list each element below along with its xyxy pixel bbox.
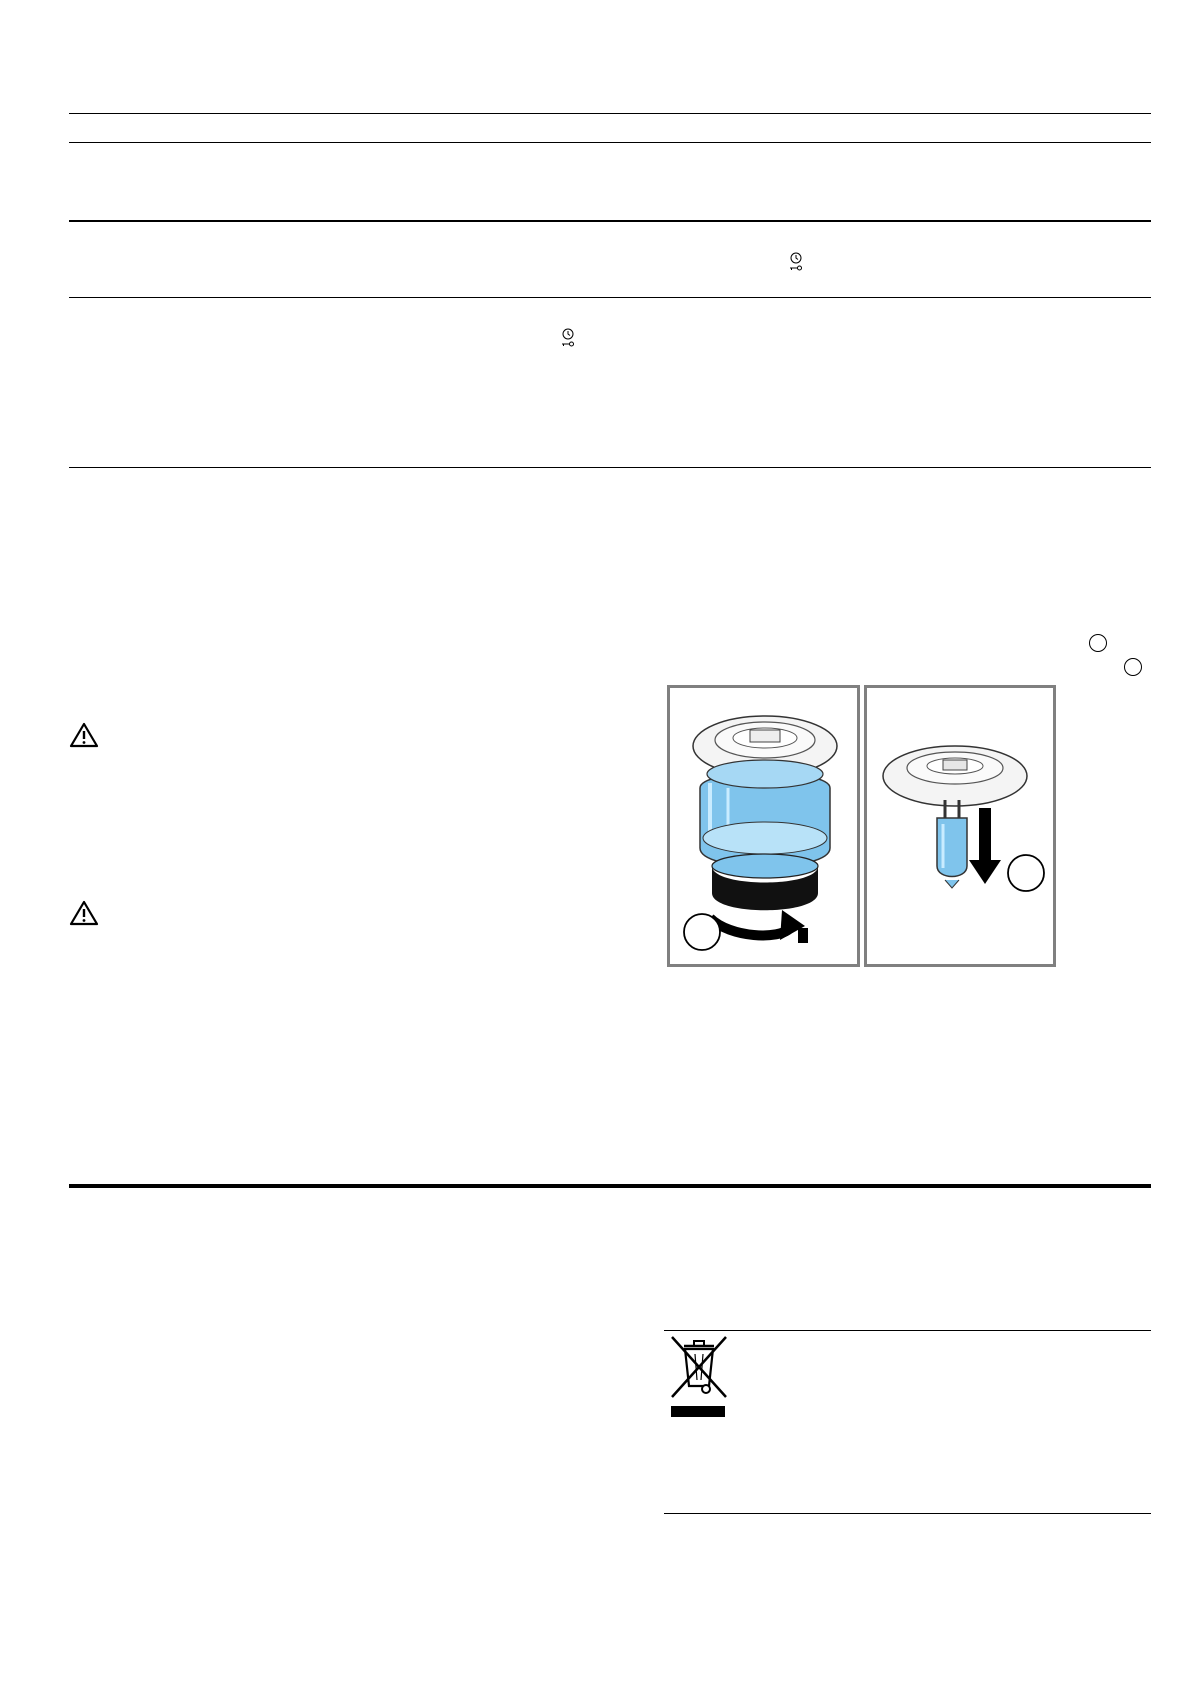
illustration-remove-bulb	[864, 685, 1056, 967]
table-top-rule	[69, 113, 1151, 114]
clock-key-icon	[561, 328, 575, 348]
step-marker-1	[1089, 634, 1107, 652]
illustration-unscrew-cover	[667, 685, 860, 967]
table-row-rule-1	[69, 220, 1151, 222]
crossed-out-wheelie-bin-icon	[668, 1334, 730, 1418]
disposal-box-bottom-rule	[664, 1513, 1151, 1514]
section-divider	[69, 1184, 1151, 1188]
table-row-rule-2	[69, 297, 1151, 298]
table-header-rule	[69, 142, 1151, 143]
table-bottom-rule	[69, 467, 1151, 468]
warning-triangle-icon	[69, 900, 99, 926]
clock-key-icon	[789, 252, 803, 272]
warning-triangle-icon	[69, 722, 99, 748]
disposal-box-top-rule	[664, 1330, 1151, 1331]
step-marker-2	[1124, 658, 1142, 676]
